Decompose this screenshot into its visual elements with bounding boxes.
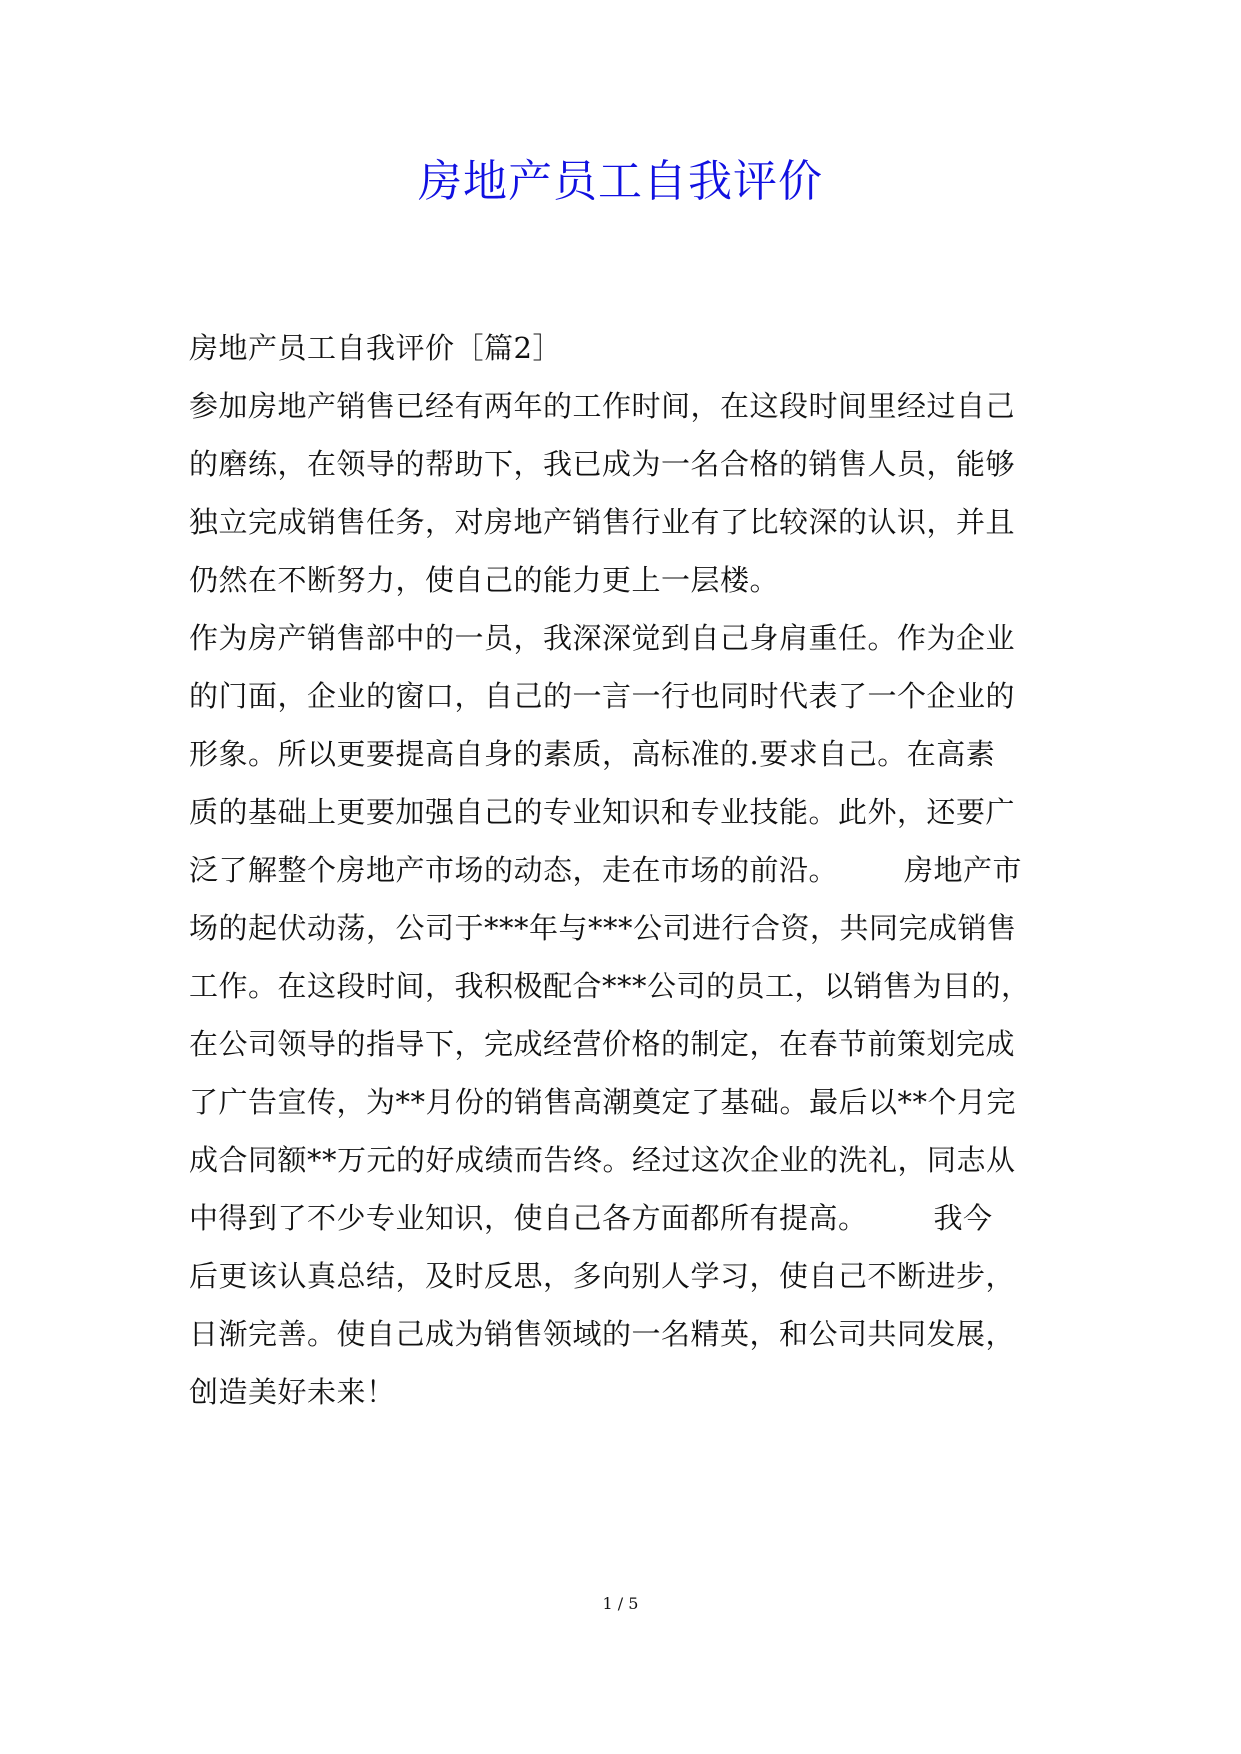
document-title: 房地产员工自我评价 xyxy=(418,156,823,207)
body-line: 场的起伏动荡，公司于***年与***公司进行合资，共同完成销售 xyxy=(189,911,1017,945)
body-line: 在公司领导的指导下，完成经营价格的制定，在春节前策划完成 xyxy=(189,1027,1016,1061)
body-line-segment: 泛了解整个房地产市场的动态，走在市场的前沿。 xyxy=(189,853,839,887)
body-line: 形象。所以更要提高自身的素质，高标准的.要求自己。在高素 xyxy=(189,737,996,771)
body-line: 了广告宣传，为**月份的销售高潮奠定了基础。最后以**个月完 xyxy=(189,1085,1017,1119)
body-line: 质的基础上更要加强自己的专业知识和专业技能。此外，还要广 xyxy=(189,795,1016,829)
body-line: 作为房产销售部中的一员，我深深觉到自己身肩重任。作为企业 xyxy=(189,621,1016,655)
page-number: 1 / 5 xyxy=(602,1594,639,1613)
body-line-segment: 房地产市 xyxy=(904,853,1023,887)
body-line: 工作。在这段时间，我积极配合***公司的员工，以销售为目的， xyxy=(189,969,1031,1003)
body-line: 日渐完善。使自己成为销售领域的一名精英，和公司共同发展， xyxy=(189,1317,1016,1351)
section-subtitle: 房地产员工自我评价［篇2］ xyxy=(189,331,562,365)
body-line xyxy=(189,850,1069,890)
body-line: 的门面，企业的窗口，自己的一言一行也同时代表了一个企业的 xyxy=(189,679,1016,713)
body-line-segment: 中得到了不少专业知识，使自己各方面都所有提高。 xyxy=(189,1201,868,1235)
body-line: 仍然在不断努力，使自己的能力更上一层楼。 xyxy=(189,563,780,597)
body-line-segment: 我今 xyxy=(933,1201,993,1235)
body-line: 参加房地产销售已经有两年的工作时间，在这段时间里经过自己 xyxy=(189,389,1016,423)
body-line: 独立完成销售任务，对房地产销售行业有了比较深的认识，并且 xyxy=(189,505,1016,539)
body-line: 的磨练，在领导的帮助下，我已成为一名合格的销售人员，能够 xyxy=(189,447,1016,481)
body-line xyxy=(189,1198,1069,1238)
body-line: 成合同额**万元的好成绩而告终。经过这次企业的洗礼，同志从 xyxy=(189,1143,1016,1177)
body-line: 后更该认真总结，及时反思，多向别人学习，使自己不断进步， xyxy=(189,1259,1016,1293)
body-line: 创造美好未来！ xyxy=(189,1375,396,1409)
